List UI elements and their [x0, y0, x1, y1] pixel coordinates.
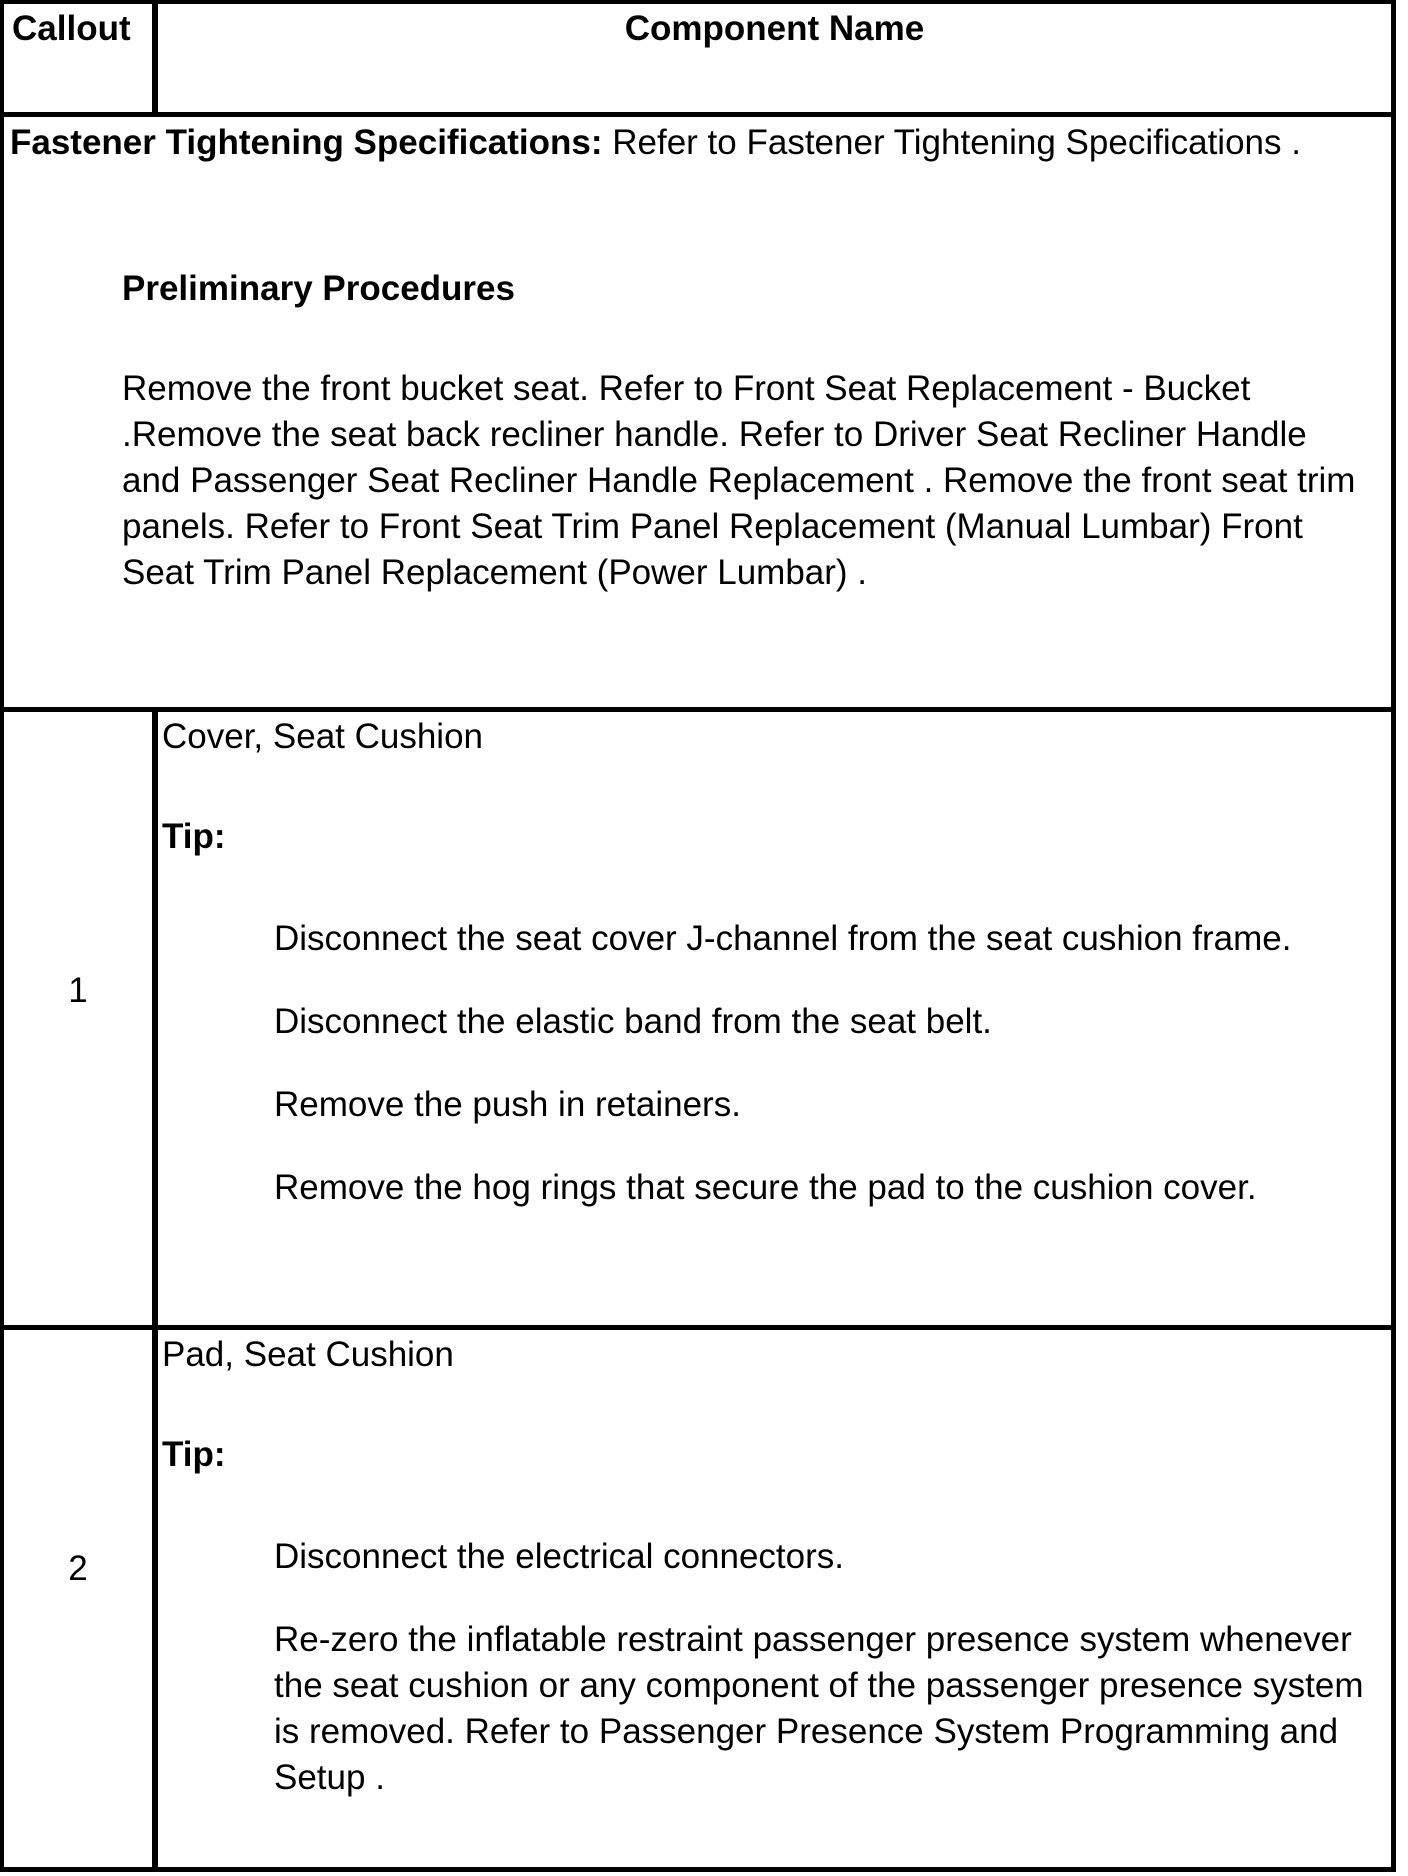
- callout-number: 2: [68, 1549, 88, 1588]
- fastener-spec-text: Refer to Fastener Tightening Specifications .: [612, 123, 1301, 162]
- row-divider-header: [0, 112, 1396, 117]
- row-divider-1: [0, 1325, 1396, 1330]
- fastener-spec: [10, 120, 1380, 166]
- table-border-right: [1391, 0, 1396, 1872]
- preliminary-procedures-body: Remove the front bucket seat. Refer to Front Seat Replacement - Bucket .Remove the seat back recliner handle. Refer to Driver Seat Recliner Handle and Passenger Seat Recliner Handle Replacement . Remove the front seat trim panels. Refer to Front Seat Trim Panel Replacement (Manual Lumbar) Front Seat Trim Panel Replacement (Power Lumbar) .: [122, 369, 1356, 592]
- preliminary-procedures-title: Preliminary Procedures: [122, 269, 515, 308]
- column-divider-body: [152, 707, 158, 1872]
- component-name: Pad, Seat Cushion: [162, 1335, 454, 1374]
- table-border-top: [0, 0, 1396, 4]
- step-item: Re-zero the inflatable restraint passenger presence system whenever the seat cushion or any component of the passenger presence system is removed. Refer to Passenger Presence System Programming and Setup .: [274, 1620, 1364, 1797]
- step-item: Disconnect the electrical connectors.: [274, 1537, 844, 1576]
- callout-number: 1: [68, 971, 88, 1010]
- tip-label: Tip:: [162, 817, 226, 856]
- header-component-name: Component Name: [624, 9, 925, 48]
- tip-label: Tip:: [162, 1435, 226, 1474]
- step-item: Disconnect the elastic band from the seat belt.: [274, 1002, 992, 1041]
- step-list: [274, 916, 1384, 1248]
- row-divider-preliminary: [0, 707, 1396, 712]
- step-item: Disconnect the seat cover J-channel from the seat cushion frame.: [274, 919, 1292, 958]
- step-item: Remove the hog rings that secure the pad to the cushion cover.: [274, 1168, 1257, 1207]
- component-name: Cover, Seat Cushion: [162, 717, 484, 756]
- header-callout: Callout: [12, 9, 131, 48]
- table-border-bottom: [0, 1867, 1396, 1872]
- step-item: Remove the push in retainers.: [274, 1085, 741, 1124]
- step-list: [274, 1534, 1384, 1838]
- fastener-spec-label: Fastener Tightening Specifications:: [10, 123, 603, 162]
